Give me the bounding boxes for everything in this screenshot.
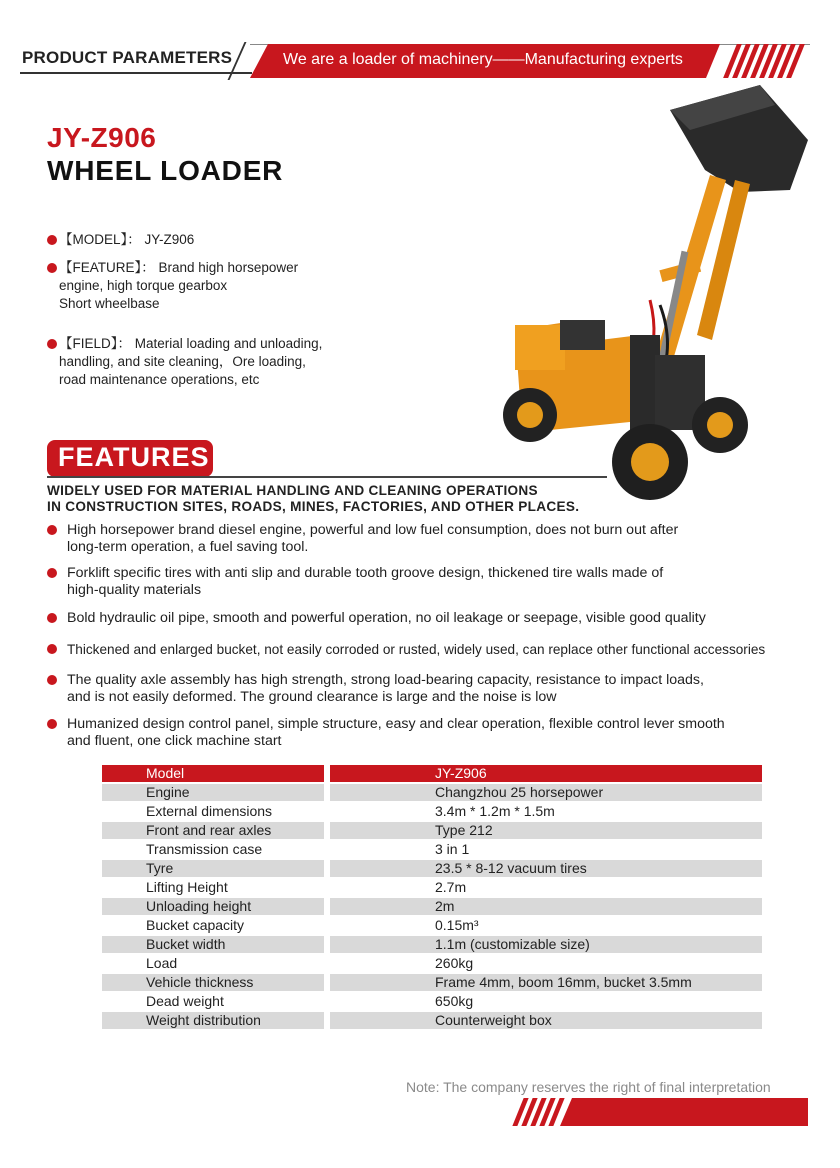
table-cell-label: Model — [102, 765, 324, 782]
bullet-dot-icon — [47, 525, 57, 535]
table-row — [102, 917, 762, 936]
spec-feature-text-1: 【FEATURE】： Brand high horsepower — [59, 260, 299, 275]
feature-text-1: Bold hydraulic oil pipe, smooth and powerful operation, no oil leakage or seepage, visible good quality — [67, 610, 706, 626]
bullet-dot-icon — [47, 339, 57, 349]
table-row — [102, 879, 762, 898]
feature-text-1: Forklift specific tires with anti slip and durable tooth groove design, thickened tire walls made of — [67, 565, 664, 581]
table-cell-value: 3.4m * 1.2m * 1.5m — [435, 803, 555, 819]
feature-text-1: Thickened and enlarged bucket, not easily corroded or rusted, widely used, can replace other functional accessories — [67, 642, 766, 657]
table-cell-value: 260kg — [435, 955, 474, 971]
spec-field-text-3: road maintenance operations, etc — [59, 372, 260, 387]
table-row — [102, 898, 762, 917]
bullet-dot-icon — [47, 613, 57, 623]
table-cell-value: JY-Z906 — [330, 765, 762, 782]
table-row — [102, 803, 762, 822]
table-cell-label: Engine — [102, 784, 324, 801]
table-cell-value: 23.5 * 8-12 vacuum tires — [330, 860, 762, 877]
bullet-dot-icon — [47, 644, 57, 654]
table-row — [102, 822, 762, 841]
footer-red-bar — [560, 1098, 808, 1126]
feature-text-2: and fluent, one click machine start — [67, 733, 282, 749]
bullet-dot-icon — [47, 719, 57, 729]
table-cell-value: 0.15m³ — [435, 917, 479, 933]
features-intro-line-1: WIDELY USED FOR MATERIAL HANDLING AND CLEANING OPERATIONS — [47, 483, 538, 498]
spec-field-text-2: handling, and site cleaning，Ore loading, — [59, 354, 306, 369]
product-model-title: JY-Z906 — [47, 122, 157, 153]
table-cell-label: Transmission case — [146, 841, 263, 857]
table-cell-value: Changzhou 25 horsepower — [330, 784, 762, 801]
table-cell-value: 2m — [330, 898, 762, 915]
header-title: PRODUCT PARAMETERS — [22, 48, 233, 67]
bullet-dot-icon — [47, 568, 57, 578]
spec-model-text: 【MODEL】： JY-Z906 — [59, 232, 195, 247]
footer-note: Note: The company reserves the right of final interpretation — [406, 1079, 771, 1095]
spec-feature-text-2: engine, high torque gearbox — [59, 278, 228, 293]
table-cell-label: Vehicle thickness — [102, 974, 324, 991]
spec-feature-text-3: Short wheelbase — [59, 296, 160, 311]
table-cell-value: 650kg — [435, 993, 474, 1009]
feature-text-1: High horsepower brand diesel engine, powerful and low fuel consumption, does not burn out after — [67, 522, 679, 538]
table-cell-label: External dimensions — [146, 803, 273, 819]
parameter-table — [102, 765, 762, 1031]
table-cell-label: Lifting Height — [146, 879, 228, 895]
table-cell-label: Front and rear axles — [102, 822, 324, 839]
table-row — [102, 841, 762, 860]
wheel-loader-image — [490, 80, 830, 510]
table-cell-label: Bucket width — [102, 936, 324, 953]
features-rule — [47, 476, 607, 478]
table-row — [102, 955, 762, 974]
feature-text-2: and is not easily deformed. The ground clearance is large and the noise is low — [67, 689, 557, 705]
footer-stripes-decoration — [518, 1098, 559, 1126]
table-cell-label: Tyre — [102, 860, 324, 877]
table-cell-value: Counterweight box — [330, 1012, 762, 1029]
feature-text-2: long-term operation, a fuel saving tool. — [67, 539, 309, 555]
table-cell-label: Load — [146, 955, 178, 971]
table-header-row — [102, 765, 762, 784]
table-cell-label: Dead weight — [146, 993, 224, 1009]
features-badge-label: FEATURES — [58, 442, 210, 472]
table-cell-value: 1.1m (customizable size) — [330, 936, 762, 953]
bullet-dot-icon — [47, 235, 57, 245]
table-cell-value: 2.7m — [435, 879, 467, 895]
table-row — [102, 974, 762, 993]
feature-text-1: Humanized design control panel, simple structure, easy and clear operation, flexible control lever smooth — [67, 716, 725, 732]
product-name-title: WHEEL LOADER — [47, 155, 284, 186]
table-cell-label: Weight distribution — [102, 1012, 324, 1029]
table-row — [102, 936, 762, 955]
bullet-dot-icon — [47, 263, 57, 273]
feature-text-1: The quality axle assembly has high strength, strong load-bearing capacity, resistance to impact loads, — [67, 672, 704, 688]
header-stripes-decoration — [730, 44, 798, 78]
table-row — [102, 784, 762, 803]
features-intro-line-2: IN CONSTRUCTION SITES, ROADS, MINES, FACTORIES, AND OTHER PLACES. — [47, 499, 580, 514]
features-intro — [47, 483, 579, 515]
header-underline — [20, 72, 252, 74]
table-row — [102, 860, 762, 879]
table-cell-value: Frame 4mm, boom 16mm, bucket 3.5mm — [330, 974, 762, 991]
feature-text-2: high-quality materials — [67, 582, 202, 598]
table-cell-value: 3 in 1 — [435, 841, 470, 857]
table-row — [102, 1012, 762, 1031]
table-cell-label: Unloading height — [102, 898, 324, 915]
table-cell-label: Bucket capacity — [146, 917, 245, 933]
table-cell-value: Type 212 — [330, 822, 762, 839]
table-row — [102, 993, 762, 1012]
spec-field-text-1: 【FIELD】： Material loading and unloading, — [59, 336, 323, 351]
header-slogan: We are a loader of machinery——Manufacturing experts — [283, 51, 683, 68]
bullet-dot-icon — [47, 675, 57, 685]
